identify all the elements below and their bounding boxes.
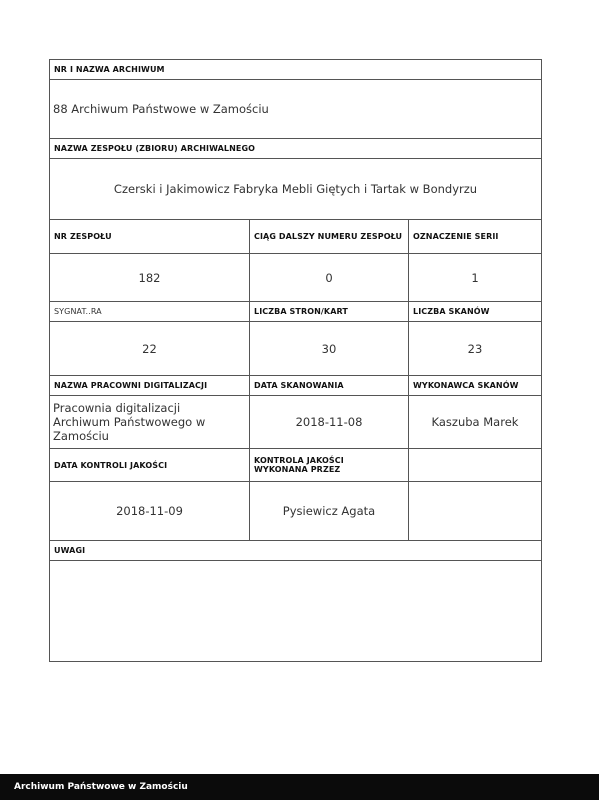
digitization-lab-line2: Archiwum Państwowego w Zamościu [53,415,206,443]
metadata-form [49,59,542,662]
qc-by-header-line2: WYKONANA PRZEZ [254,465,341,474]
digitization-lab-value [50,396,250,448]
pages-count-header: LICZBA STRON/KART [250,302,409,321]
qc-header-row [50,449,541,482]
archive-header-row [50,60,541,80]
fonds-number-value: 182 [50,254,250,301]
digitization-header-row [50,376,541,396]
fonds-number-value-row [50,254,541,302]
archive-value-row [50,80,541,139]
signature-value-row [50,322,541,376]
signature-value: 22 [50,322,250,375]
fonds-number-header-row [50,220,541,254]
remarks-header: UWAGI [54,546,86,555]
scans-count-value: 23 [467,341,483,356]
digitization-lab-header: NAZWA PRACOWNI DIGITALIZACJI [50,376,250,395]
qc-empty-value [409,482,541,540]
fonds-continuation-header: CIĄG DALSZY NUMERU ZESPOŁU [250,220,409,253]
qc-date-header: DATA KONTROLI JAKOŚCI [50,449,250,481]
scanned-by-header: WYKONAWCA SKANÓW [413,381,519,390]
fonds-continuation-value: 0 [250,254,409,301]
scan-date-header: DATA SKANOWANIA [250,376,409,395]
scan-date-value: 2018-11-08 [250,396,409,448]
remarks-header-row [50,541,541,561]
remarks-value [50,561,541,661]
archive-value: 88 Archiwum Państwowe w Zamościu [53,102,269,116]
fonds-name-header: NAZWA ZESPOŁU (ZBIORU) ARCHIWALNEGO [54,144,256,153]
archive-header: NR I NAZWA ARCHIWUM [54,65,165,74]
qc-value-row [50,482,541,541]
signature-header: SYGNAT..RA [50,302,250,321]
qc-by-value: Pysiewicz Agata [250,482,409,540]
scanned-by-value: Kaszuba Marek [431,415,519,429]
fonds-name-value-row [50,159,541,220]
series-header: OZNACZENIE SERII [413,232,499,241]
fonds-name-value: Czerski i Jakimowicz Fabryka Mebli Giętych i Tartak w Bondyrzu [113,182,478,196]
fonds-name-header-row [50,139,541,159]
scans-count-header: LICZBA SKANÓW [413,307,490,316]
qc-date-value: 2018-11-09 [50,482,250,540]
pages-count-value: 30 [250,322,409,375]
fonds-number-header: NR ZESPOŁU [50,220,250,253]
qc-empty-header [409,449,541,481]
digitization-lab-line1: Pracownia digitalizacji [53,401,181,415]
footer-text: Archiwum Państwowe w Zamościu [14,782,188,792]
series-value: 1 [471,270,479,285]
qc-by-header [250,449,409,481]
qc-by-header-line1: KONTROLA JAKOŚCI [254,456,344,465]
signature-header-row [50,302,541,322]
footer-bar [0,774,599,800]
digitization-value-row [50,396,541,449]
remarks-value-row [50,561,541,661]
